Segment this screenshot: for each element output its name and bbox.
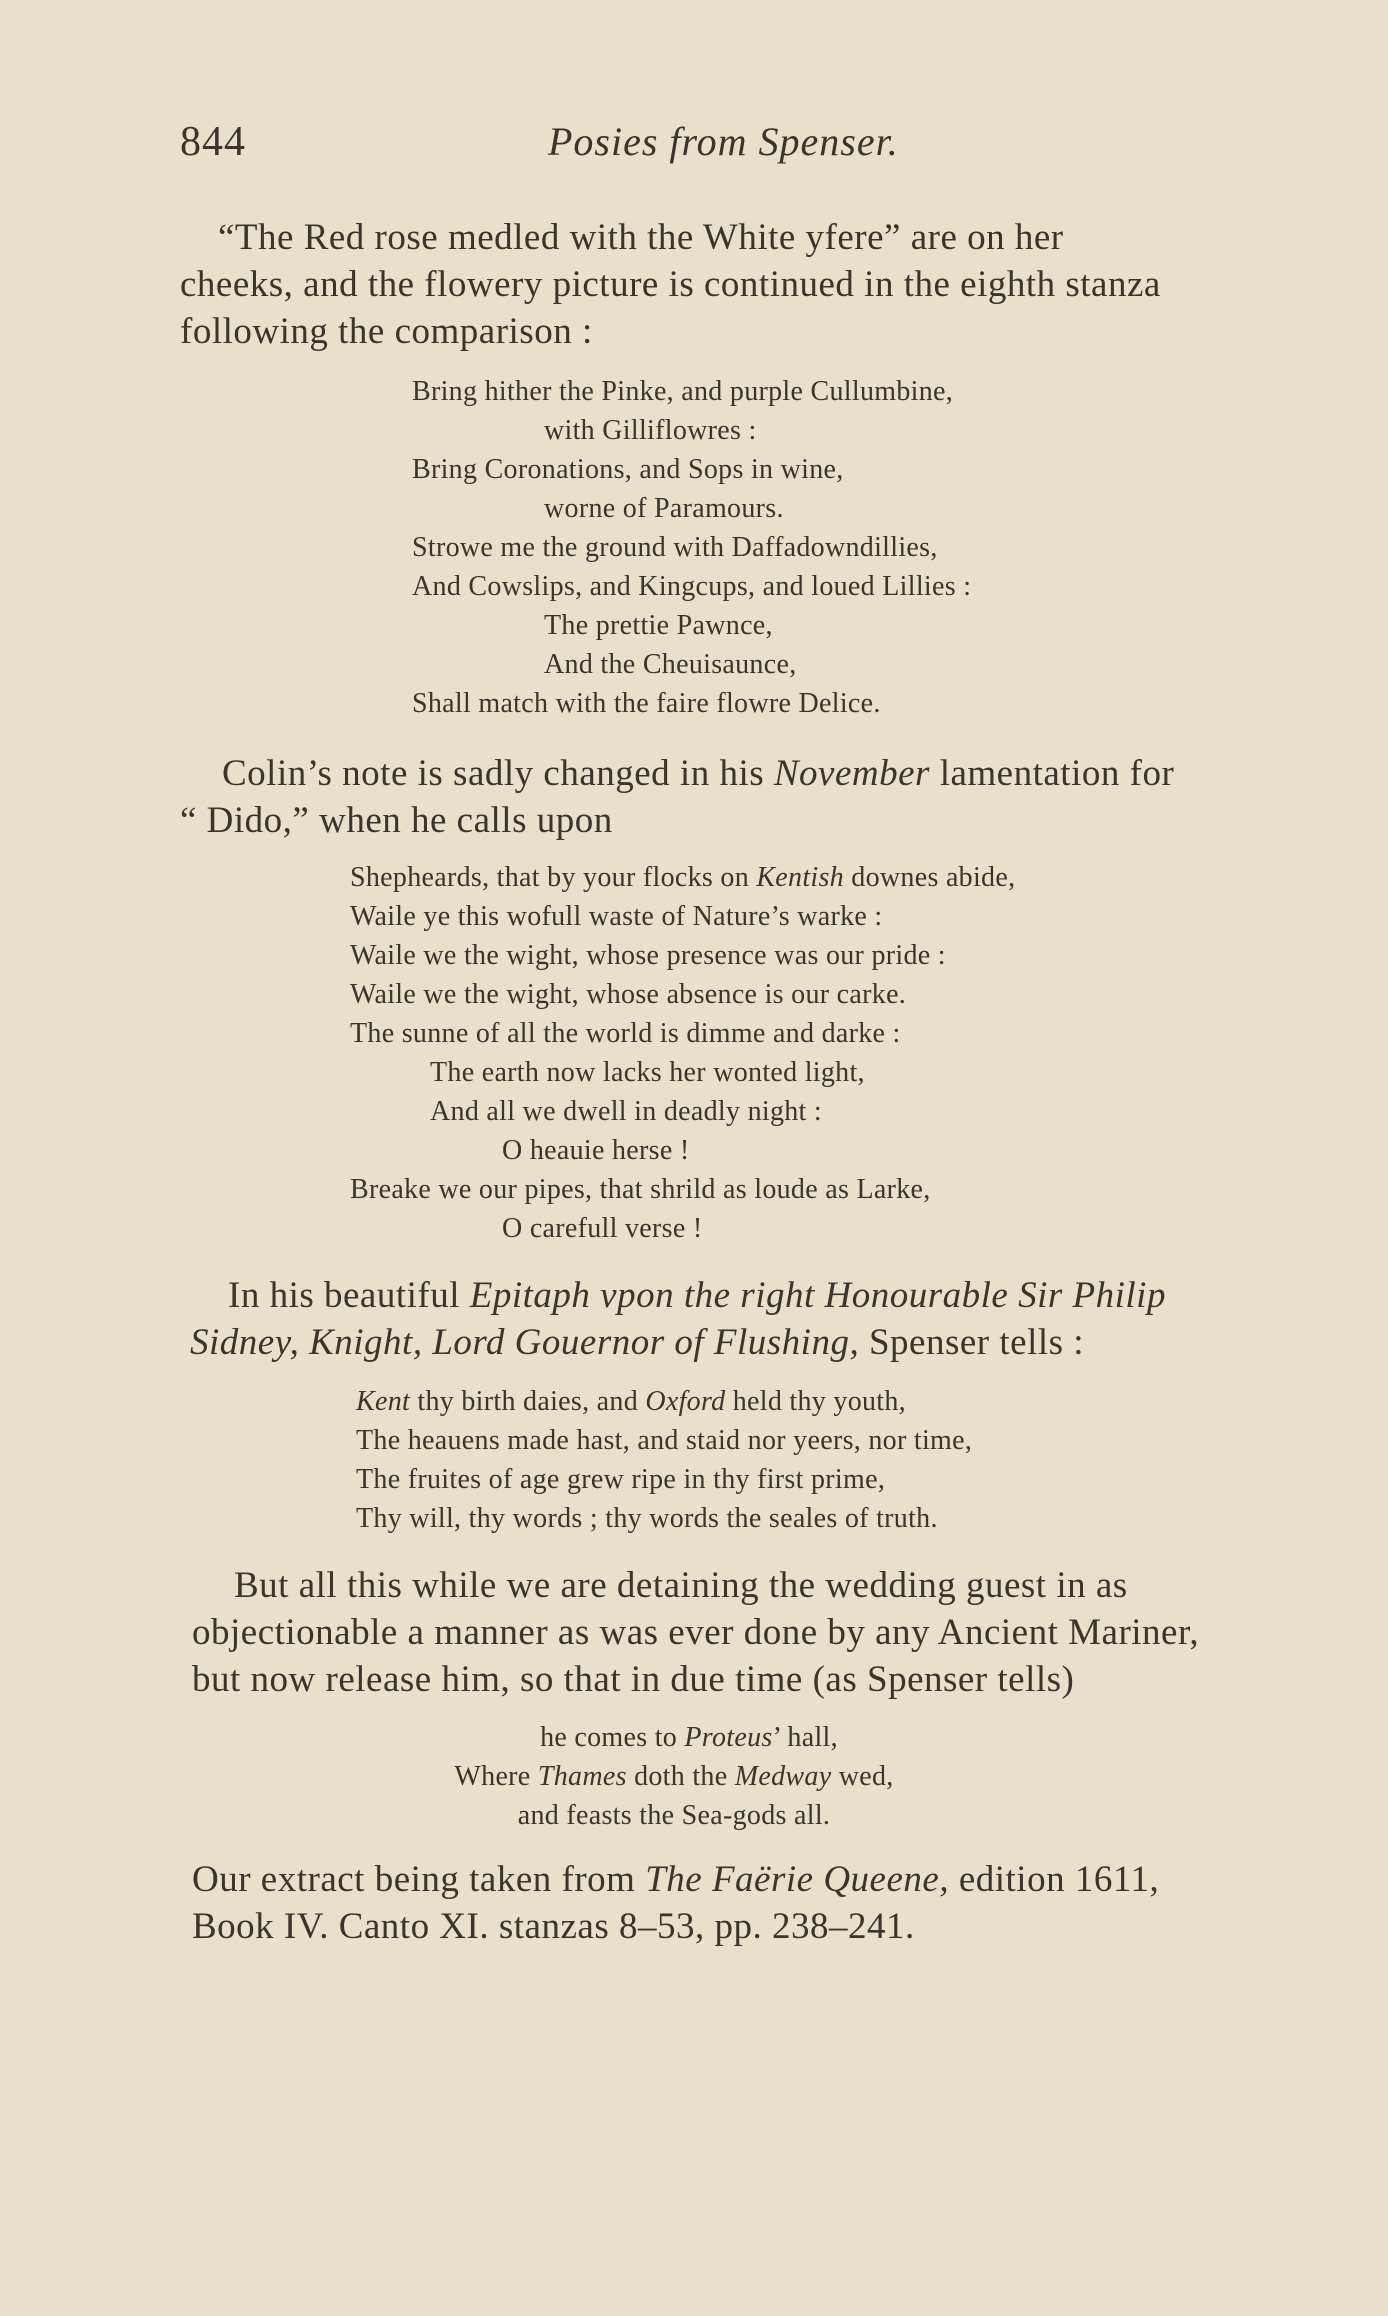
paragraph-line: But all this while we are detaining the wedding guest in as bbox=[234, 1565, 1128, 1606]
verse-line: worne of Paramours. bbox=[544, 493, 784, 524]
paragraph-line: cheeks, and the flowery picture is continued in the eighth stanza bbox=[180, 264, 1161, 305]
verse-line: Bring Coronations, and Sops in wine, bbox=[412, 454, 844, 485]
paragraph-line: “The Red rose medled with the White yfere” are on her bbox=[218, 217, 1064, 258]
page-number: 844 bbox=[180, 119, 246, 165]
text-run: wed, bbox=[831, 1761, 894, 1792]
italic-word: Thames bbox=[537, 1761, 627, 1792]
verse-block-4 bbox=[0, 1718, 1388, 1835]
text-run: Our extract being taken from bbox=[192, 1859, 646, 1900]
italic-title: Sidney, Knight, Lord Gouernor of Flushing, bbox=[190, 1322, 860, 1363]
text-run: Colin’s note is sadly changed in his bbox=[222, 753, 774, 794]
verse-line: And all we dwell in deadly night : bbox=[430, 1096, 823, 1127]
verse-line: Waile we the wight, whose absence is our carke. bbox=[350, 979, 907, 1010]
verse-line: O heauie herse ! bbox=[502, 1135, 690, 1166]
text-run: ’ hall, bbox=[772, 1722, 838, 1753]
verse-line bbox=[0, 1757, 1388, 1796]
paragraph-3 bbox=[190, 1272, 1310, 1366]
paragraph-line bbox=[180, 750, 1300, 797]
text-run: he comes to bbox=[540, 1722, 685, 1753]
paragraph-line: Book IV. Canto XI. stanzas 8–53, pp. 238–241. bbox=[192, 1906, 915, 1947]
verse-line: Waile we the wight, whose presence was our pride : bbox=[350, 940, 946, 971]
paragraph-line: but now release him, so that in due time (as Spenser tells) bbox=[192, 1659, 1075, 1700]
paragraph-5 bbox=[192, 1856, 1312, 1950]
text-run: lamentation for bbox=[929, 753, 1175, 794]
text-run: downes abide, bbox=[844, 862, 1016, 893]
italic-title: Epitaph vpon the right Honourable Sir Philip bbox=[469, 1275, 1166, 1316]
italic-title: The Faërie Queene, bbox=[645, 1859, 950, 1900]
verse-line: Strowe me the ground with Daffadowndillies, bbox=[412, 532, 938, 563]
verse-line bbox=[356, 1382, 972, 1421]
text-run: In his beautiful bbox=[228, 1275, 470, 1316]
verse-block-2 bbox=[350, 858, 1015, 1248]
verse-line: Thy will, thy words ; thy words the seales of truth. bbox=[356, 1503, 938, 1534]
text-run: doth the bbox=[626, 1761, 735, 1792]
paragraph-line bbox=[190, 1319, 1310, 1366]
text-run: held thy youth, bbox=[725, 1386, 906, 1417]
verse-line: Waile ye this wofull waste of Nature’s warke : bbox=[350, 901, 883, 932]
verse-line: with Gilliflowres : bbox=[544, 415, 757, 446]
verse-line: And Cowslips, and Kingcups, and loued Lillies : bbox=[412, 571, 972, 602]
verse-line: And the Cheuisaunce, bbox=[544, 649, 797, 680]
text-run: edition 1611, bbox=[949, 1859, 1160, 1900]
verse-line: Shall match with the faire flowre Delice. bbox=[412, 688, 881, 719]
italic-title: November bbox=[773, 753, 930, 794]
verse-line: The heauens made hast, and staid nor yeers, nor time, bbox=[356, 1425, 973, 1456]
paragraph-line: following the comparison : bbox=[180, 311, 593, 352]
verse-line: and feasts the Sea-gods all. bbox=[517, 1800, 831, 1831]
text-run: thy birth daies, and bbox=[410, 1386, 646, 1417]
italic-word: Proteus bbox=[684, 1722, 773, 1753]
italic-word: Medway bbox=[734, 1761, 832, 1792]
verse-block-1 bbox=[412, 372, 971, 723]
italic-word: Kent bbox=[356, 1386, 411, 1417]
paragraph-line bbox=[192, 1856, 1312, 1903]
verse-line: Bring hither the Pinke, and purple Cullumbine, bbox=[412, 376, 954, 407]
verse-line bbox=[350, 858, 1015, 897]
verse-line: Breake we our pipes, that shrild as loude as Larke, bbox=[350, 1174, 931, 1205]
paragraph-1 bbox=[180, 214, 1300, 355]
italic-word: Kentish bbox=[756, 862, 844, 893]
running-header bbox=[0, 118, 1388, 178]
verse-line: The sunne of all the world is dimme and darke : bbox=[350, 1018, 901, 1049]
verse-block-3 bbox=[356, 1382, 972, 1538]
verse-line bbox=[0, 1718, 1388, 1757]
text-run: Where bbox=[454, 1761, 538, 1792]
paragraph-2 bbox=[180, 750, 1300, 844]
verse-line: The fruites of age grew ripe in thy first prime, bbox=[356, 1464, 886, 1495]
text-run: Spenser tells : bbox=[859, 1322, 1085, 1363]
paragraph-4 bbox=[192, 1562, 1312, 1703]
italic-word: Oxford bbox=[645, 1386, 726, 1417]
verse-line: The earth now lacks her wonted light, bbox=[430, 1057, 865, 1088]
verse-line: O carefull verse ! bbox=[502, 1213, 703, 1244]
running-title: Posies from Spenser. bbox=[548, 119, 899, 164]
paragraph-line: objectionable a manner as was ever done by any Ancient Mariner, bbox=[192, 1612, 1200, 1653]
text-run: Shepheards, that by your flocks on bbox=[350, 862, 757, 893]
paragraph-line bbox=[190, 1272, 1310, 1319]
verse-line: The prettie Pawnce, bbox=[544, 610, 773, 641]
paragraph-line: “ Dido,” when he calls upon bbox=[180, 800, 613, 841]
